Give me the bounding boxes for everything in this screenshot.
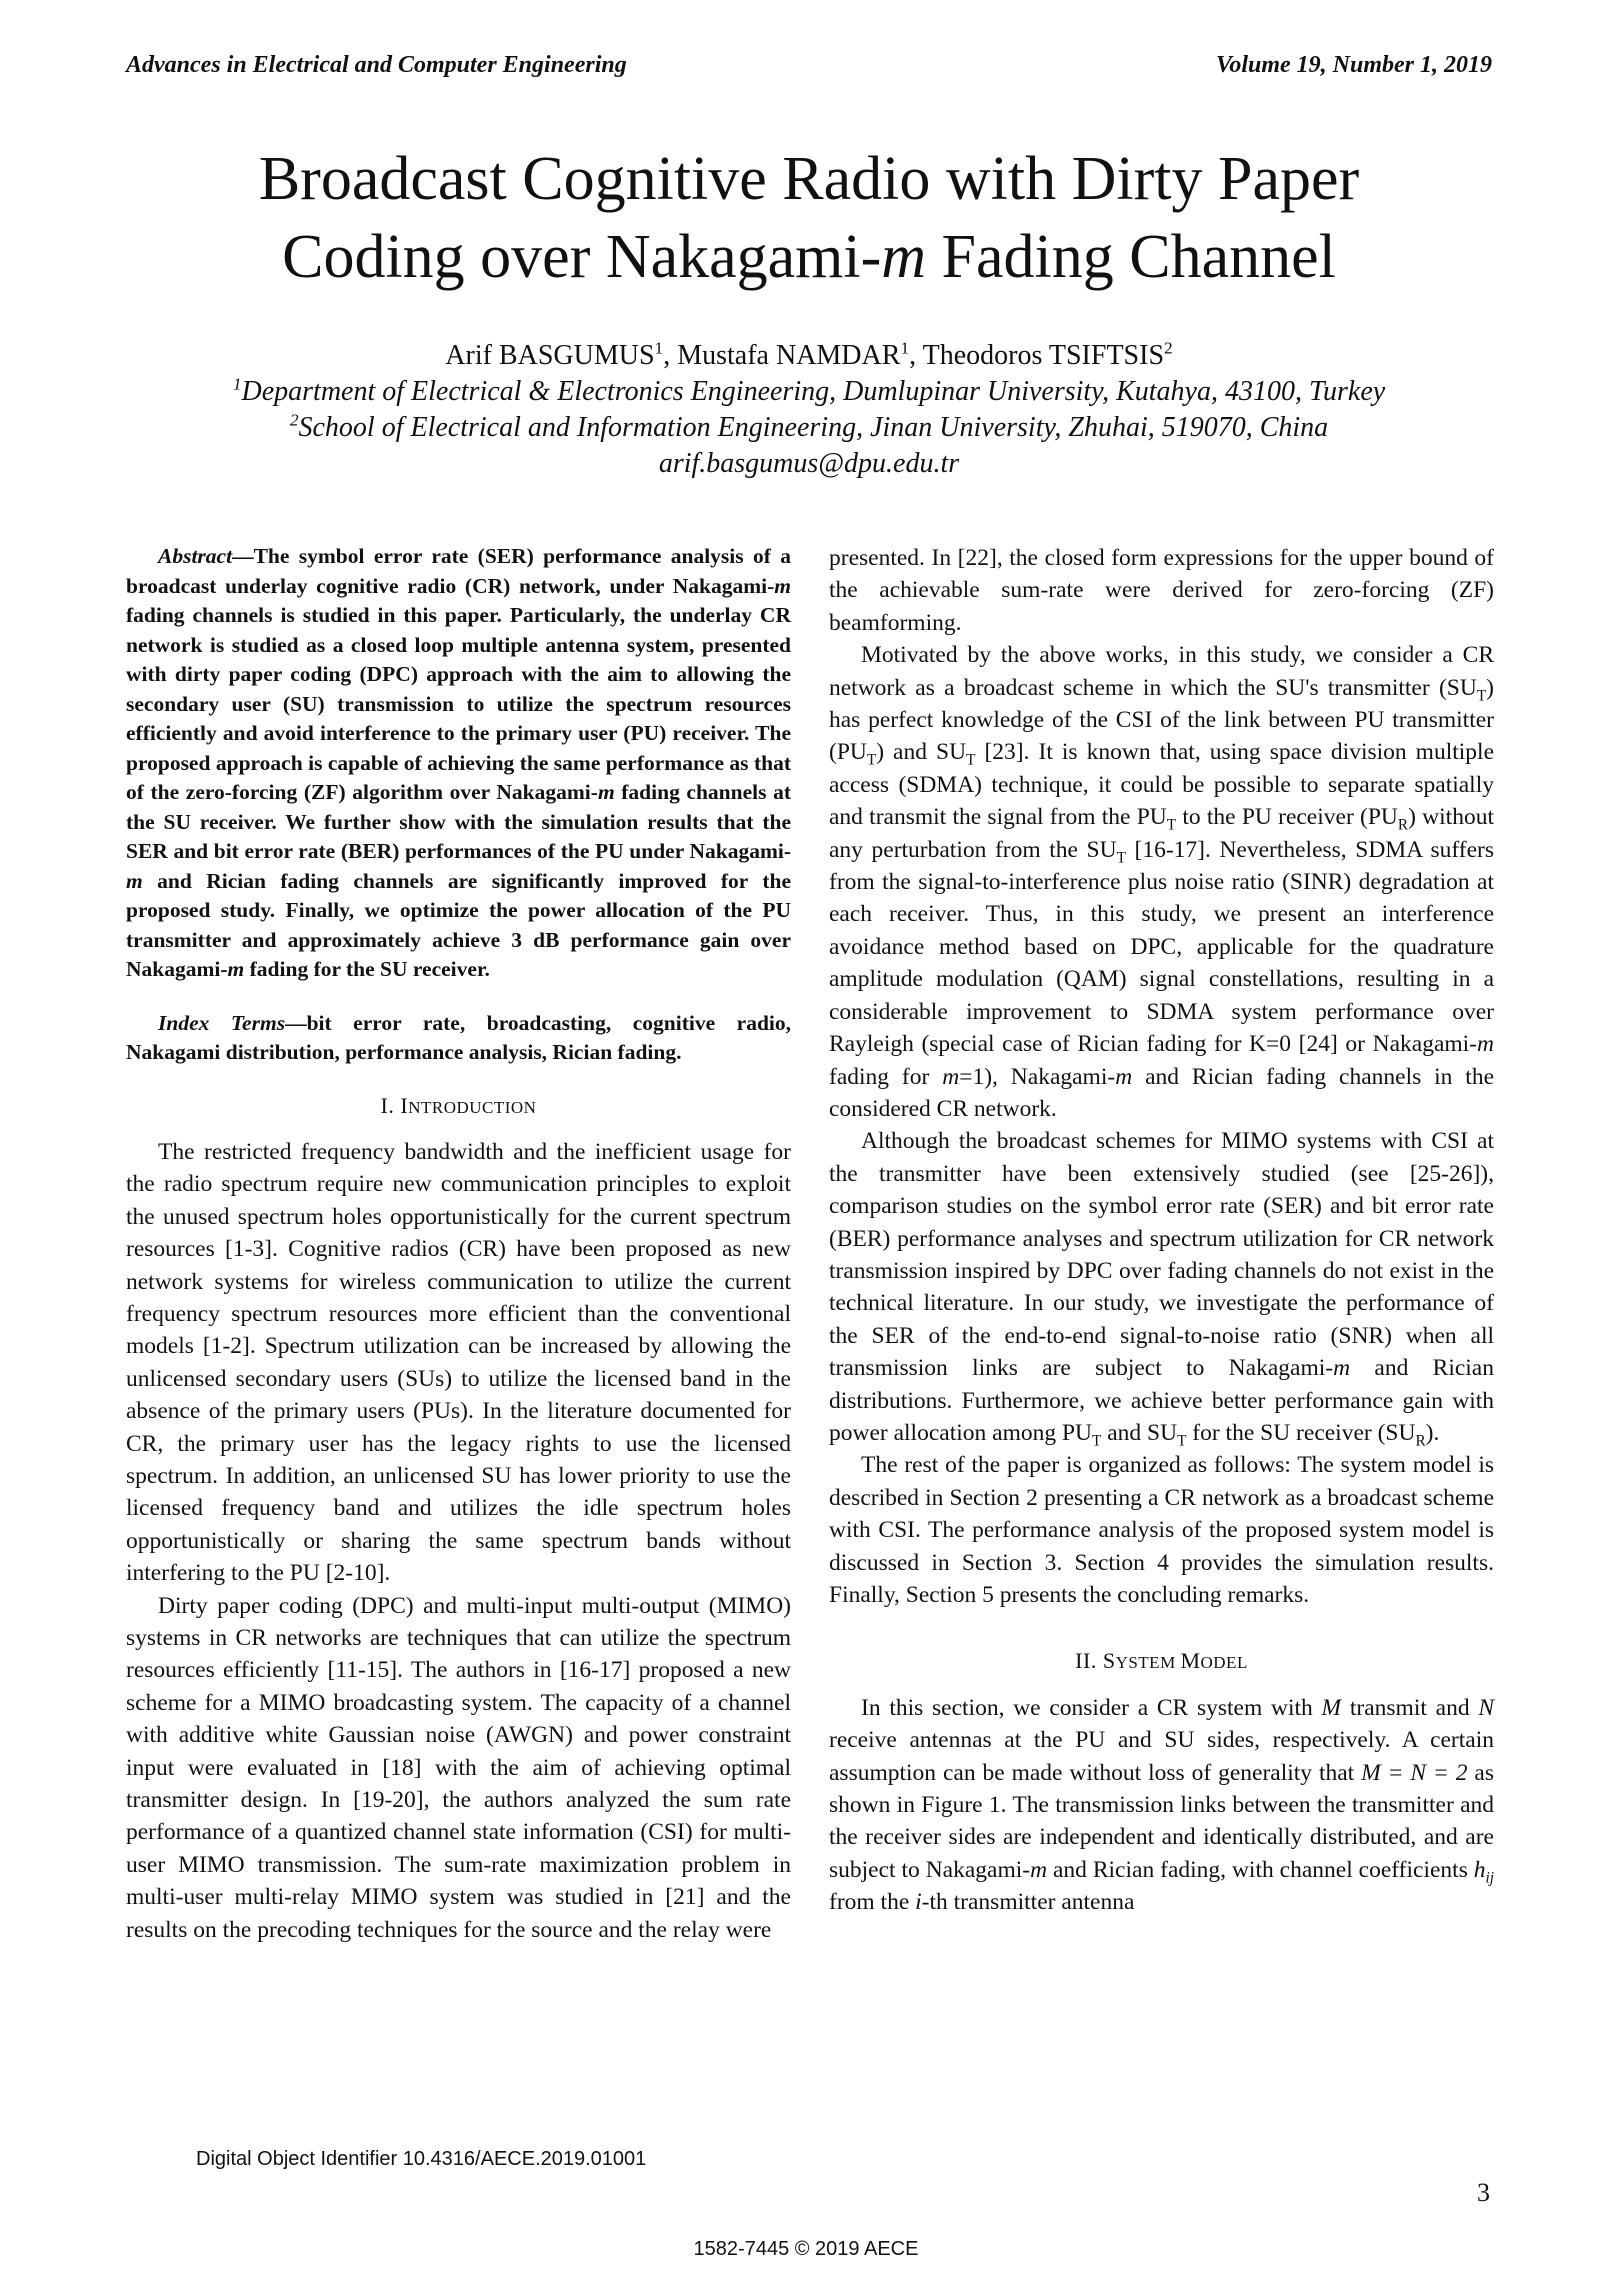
equation-inline: M = N = 2	[1361, 1759, 1468, 1786]
intro-paragraph-3: Motivated by the above works, in this study, we consider a CR network as a broadcast scheme in which the SU's transmitter $(SU_T)$ has perfect knowledge of the CSI of the link between PU transmitter $(PU_T)$ and $SU_T$ [23]. It is known that, using space division multiple access (SDMA) technique, it could be possible to separate spatially and transmit the signal from the $PU_T$ to the PU receiver $(PU_R)$ without any perturbation from the $SU_T$ [16-17]. Nevertheless, SDMA suffers from the signal-to-interference plus noise ratio (SINR) degradation at each receiver. Thus, in this study, we present an interference avoidance method based on DPC, applicable for the quadrature amplitude modulation (QAM) signal constellations, resulting in a considerable improvement to SDMA system performance over Rayleigh (special case of Rician fading for K=0 [24] or Nakagami-m fading for m=1), Nakagami-m and Rician fading channels in the considered CR network.	[829, 642, 1495, 1122]
intro-paragraph-4: Although the broadcast schemes for MIMO systems with CSI at the transmitter have been extensively studied (see [25-26]), comparison studies on the symbol error rate (SER) and bit error rate (BER) performance analyses and spectrum utilization for CR network transmission inspired by DPC over fading channels do not exist in the technical literature. In our study, we investigate the performance of the SER of the end-to-end signal-to-noise ratio (SNR) when all transmission links are subject to Nakagami-m and Rician distributions. Furthermore, we achieve better performance gain with power allocation among $PU_T$ and $SU_T$ for the SU receiver $(SU_R)$.	[829, 1128, 1494, 1450]
doi: Digital Object Identifier 10.4316/AECE.2019.01001	[196, 2148, 647, 2170]
section-heading-introduction: I. INTRODUCTION	[380, 1092, 537, 1118]
running-header	[126, 52, 1492, 86]
index-terms: Index Terms—bit error rate, broadcasting, cognitive radio, Nakagami distribution, performance analysis, Rician fading.	[126, 1010, 792, 1064]
affiliation-1: $^1$Department of Electrical & Electronics Engineering, Dumlupinar University, Kutahya, 43100, Turkey	[232, 374, 1386, 407]
left-column	[126, 542, 791, 1946]
right-column	[829, 542, 1494, 1919]
page-number: 3	[1477, 2178, 1490, 2207]
intro-paragraph-1: The restricted frequency bandwidth and the inefficient usage for the radio spectrum require new communication principles to exploit the unused spectrum holes opportunistically for the current spectrum resources [1-3]. Cognitive radios (CR) have been proposed as new network systems for wireless communication to utilize the current frequency spectrum resources more efficient than the conventional models [1-2]. Spectrum utilization can be increased by allowing the unlicensed secondary users (SUs) to utilize the licensed band in the absence of the primary users (PUs). In the literature documented for CR, the primary user has the legacy rights to use the licensed spectrum. In addition, an unlicensed SU has lower priority to use the licensed frequency band and utilizes the idle spectrum holes opportunistically or sharing the same spectrum bands without interfering to the PU [2-10].	[126, 1138, 791, 1587]
affiliation-2: $^2$School of Electrical and Information Engineering, Jinan University, Zhuhai, 519070, China	[289, 410, 1329, 443]
section-heading-system-model: II. SYSTEM MODEL	[1075, 1648, 1248, 1674]
author-list: Arif BASGUMUS$^1$, Mustafa NAMDAR$^1$, Theodoros TSIFTSIS$^2$	[445, 338, 1173, 371]
paper-title: Broadcast Cognitive Radio with Dirty Paper Coding over Nakagami-m Fading Channel	[258, 145, 1360, 291]
intro-paragraph-2: Dirty paper coding (DPC) and multi-input multi-output (MIMO) systems in CR networks are techniques that can utilize the spectrum resources efficiently [11-15]. The authors in [16-17] proposed a new scheme for a MIMO broadcasting system. The capacity of a channel with additive white Gaussian noise (AWGN) and power constraint input were evaluated in [18] with the aim of achieving optimal transmitter design. In [19-20], the authors analyzed the sum rate performance of a quantized channel state information (CSI) for multi-user MIMO transmission. The sum-rate maximization problem in multi-user multi-relay MIMO system was studied in [21] and the results on the precoding techniques for the source and the relay were	[126, 1592, 791, 1943]
volume-info: Volume 19, Number 1, 2019	[1215, 52, 1492, 78]
system-model-paragraph-1: In this section, we consider a CR system with M transmit and N receive antennas at the PU and SU sides, respectively. A certain assumption can be made without loss of generality that M = N = 2 as shown in Figure 1. The transmission links between the transmitter and the receiver sides are independent and identically distributed, and are subject to Nakagami-m and Rician fading, with channel coefficients $h_{ij}$ from the i-th transmitter antenna	[829, 1694, 1495, 1916]
intro-paragraph-5: The rest of the paper is organized as follows: The system model is described in Section 2 presenting a CR network as a broadcast scheme with CSI. The performance analysis of the proposed system model is discussed in Section 3. Section 4 provides the simulation results. Finally, Section 5 presents the concluding remarks.	[829, 1452, 1494, 1608]
journal-name: Advances in Electrical and Computer Engineering	[126, 52, 627, 78]
issn-copyright: 1582-7445 © 2019 AECE	[693, 2238, 919, 2260]
abstract: Abstract—The symbol error rate (SER) performance analysis of a broadcast underlay cognitive radio (CR) network, under Nakagami-m fading channels is studied in this paper. Particularly, the underlay CR network is studied as a closed loop multiple antenna system, presented with dirty paper coding (DPC) approach with the aim to allowing the secondary user (SU) transmission to utilize the spectrum resources efficiently and avoid interference to the primary user (PU) receiver. The proposed approach is capable of achieving the same performance as that of the zero-forcing (ZF) algorithm over Nakagami-m fading channels at the SU receiver. We further show with the simulation results that the SER and bit error rate (BER) performances of the PU under Nakagami-m and Rician fading channels are significantly improved for the proposed study. Finally, we optimize the power allocation of the PU transmitter and approximately achieve 3 dB performance gain over Nakagami-m fading for the SU receiver.	[126, 544, 791, 981]
author-email: arif.basgumus@dpu.edu.tr	[658, 448, 960, 479]
intro-paragraph-2-continued: presented. In [22], the closed form expressions for the upper bound of the achievable sum-rate were derived for zero-forcing (ZF) beamforming.	[829, 545, 1494, 636]
